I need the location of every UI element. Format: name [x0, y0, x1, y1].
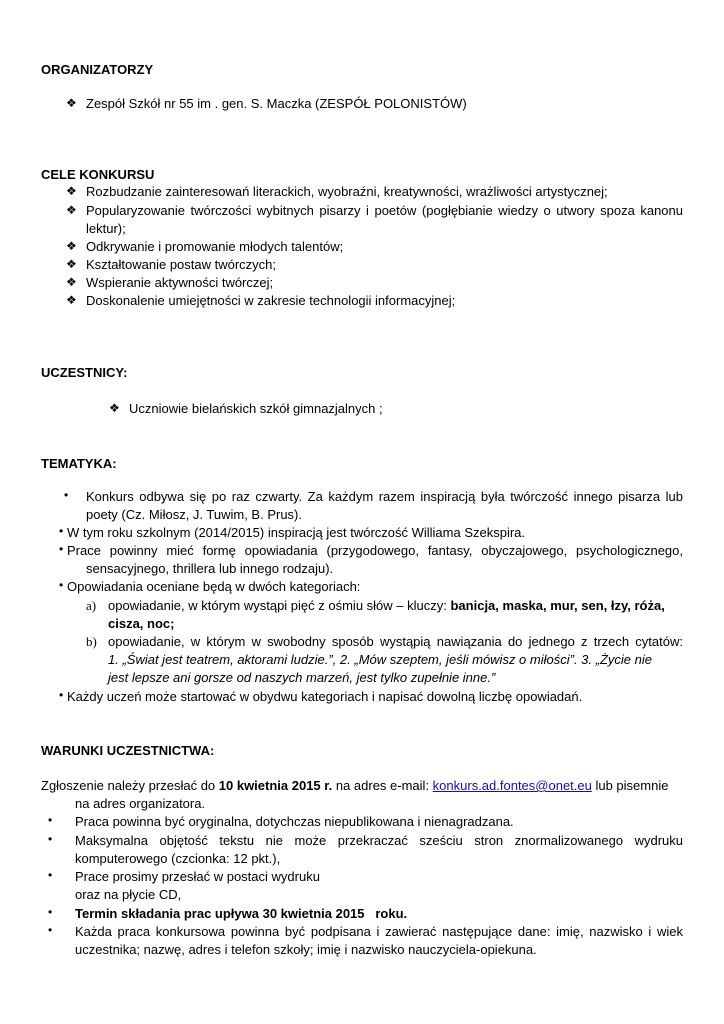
diamond-bullet-icon: ❖ — [66, 184, 77, 198]
category-a-text: opowiadanie, w którym wystąpi pięć z ośmiu słów – kluczy: — [108, 598, 447, 613]
goal-item: Popularyzowanie twórczości wybitnych pisarzy i poetów (pogłębianie wiedzy o utwory spoza kanonu — [86, 203, 683, 218]
diamond-bullet-icon: ❖ — [109, 401, 120, 415]
category-a-keywords-continuation: cisza, noc; — [108, 616, 175, 631]
topic-paragraph: W tym roku szkolnym (2014/2015) inspiracją jest twórczość Williama Szekspira. — [67, 525, 526, 540]
topics-heading: TEMATYKA: — [41, 456, 117, 471]
list-label-a: a) — [86, 598, 97, 613]
condition-item-continuation: oraz na płycie CD, — [75, 887, 182, 902]
submission-deadline: Termin składania prac upływa 30 kwietnia 2015 roku. — [75, 906, 408, 921]
organizers-heading: ORGANIZATORZY — [41, 62, 154, 77]
goal-item: Wspieranie aktywności twórczej; — [86, 275, 274, 290]
category-b-quotes-continuation: jest lepsze ani gorsze od naszych marzeń, jest tylko zupełnie inne.” — [108, 670, 496, 685]
dot-bullet-icon: • — [59, 578, 64, 592]
category-a-keywords: banicja, maska, mur, sen, łzy, róża, — [450, 598, 665, 613]
diamond-bullet-icon: ❖ — [66, 293, 77, 307]
goal-item-continuation: lektur); — [86, 221, 126, 236]
diamond-bullet-icon: ❖ — [66, 257, 77, 271]
conditions-intro — [41, 777, 668, 794]
dot-bullet-icon: • — [48, 832, 53, 846]
organizer-item: Zespół Szkół nr 55 im . gen. S. Maczka (ZESPÓŁ POLONISTÓW) — [86, 96, 467, 111]
dot-bullet-icon: • — [48, 905, 53, 919]
topic-paragraph: Opowiadania oceniane będą w dwóch kategoriach: — [67, 579, 361, 594]
category-b-quotes: 1. „Świat jest teatrem, aktorami ludzie.”, 2. „Mów szeptem, jeśli mówisz o miłości”. 3. „Życie nie — [108, 652, 652, 667]
diamond-bullet-icon: ❖ — [66, 275, 77, 289]
goal-item: Rozbudzanie zainteresowań literackich, wyobraźni, kreatywności, wrażliwości artystycznej; — [86, 184, 608, 199]
goal-item: Doskonalenie umiejętności w zakresie technologii informacyjnej; — [86, 293, 456, 308]
diamond-bullet-icon: ❖ — [66, 96, 77, 110]
condition-item: Prace prosimy przesłać w postaci wydruku — [75, 869, 320, 884]
goal-item: Odkrywanie i promowanie młodych talentów; — [86, 239, 344, 254]
goal-item: Kształtowanie postaw twórczych; — [86, 257, 277, 272]
conditions-intro-continuation: na adres organizatora. — [75, 796, 206, 811]
conditions-heading: WARUNKI UCZESTNICTWA: — [41, 743, 215, 758]
participants-heading: UCZESTNICY: — [41, 365, 128, 380]
condition-item-continuation: komputerowego (czcionka: 12 pkt.), — [75, 851, 281, 866]
condition-item: Maksymalna objętość tekstu nie może przekraczać sześciu stron znormalizowanego wydruku — [75, 833, 683, 848]
category-b-text: opowiadanie, w którym w swobodny sposób wystąpią nawiązania do jednego z trzech cytatów: — [108, 634, 683, 649]
email-link[interactable]: konkurs.ad.fontes@onet.eu — [432, 778, 592, 793]
dot-bullet-icon: • — [48, 923, 53, 937]
condition-item: Każda praca konkursowa powinna być podpisana i zawierać następujące dane: imię, nazwisko i wiek — [75, 924, 683, 939]
participant-item: Uczniowie bielańskich szkół gimnazjalnych ; — [129, 401, 383, 416]
goals-heading: CELE KONKURSU — [41, 167, 155, 182]
diamond-bullet-icon: ❖ — [66, 203, 77, 217]
deadline-date: 10 kwietnia 2015 r. — [218, 778, 333, 793]
category-a — [108, 597, 665, 614]
intro-text: Zgłoszenie należy przesłać do — [41, 778, 219, 793]
condition-item: Praca powinna być oryginalna, dotychczas niepublikowana i nienagradzana. — [75, 814, 514, 829]
diamond-bullet-icon: ❖ — [66, 239, 77, 253]
topic-paragraph-continuation: sensacyjnego, thrillera lub innego rodzaju). — [86, 561, 334, 576]
topic-paragraph-continuation: poety (Cz. Miłosz, J. Tuwim, B. Prus). — [86, 507, 302, 522]
intro-text: na adres e-mail: — [332, 778, 433, 793]
dot-bullet-icon: • — [48, 813, 53, 827]
dot-bullet-icon: • — [48, 868, 53, 882]
intro-text: lub pisemnie — [591, 778, 669, 793]
dot-bullet-icon: • — [59, 542, 64, 556]
topic-paragraph: Konkurs odbywa się po raz czwarty. Za każdym razem inspiracją była twórczość innego pisarza lub — [86, 489, 683, 504]
dot-bullet-icon: • — [59, 524, 64, 538]
condition-item-continuation: uczestnika; nazwę, adres i telefon szkoły; imię i nazwisko nauczyciela-opiekuna. — [75, 942, 537, 957]
dot-bullet-icon: • — [64, 488, 69, 502]
dot-bullet-icon: • — [59, 688, 64, 702]
topic-paragraph: Każdy uczeń może startować w obydwu kategoriach i napisać dowolną liczbę opowiadań. — [67, 689, 583, 704]
list-label-b: b) — [86, 634, 97, 649]
topic-paragraph: Prace powinny mieć formę opowiadania (przygodowego, fantasy, obyczajowego, psychologicznego, — [67, 543, 683, 558]
